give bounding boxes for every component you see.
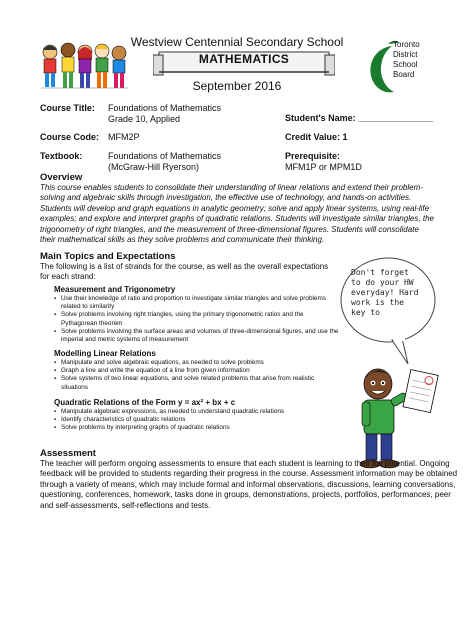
speech-bubble-text: Don't forget to do your HW everyday! Hard work is the key to <box>351 268 419 317</box>
credit-value: Credit Value: 1 <box>285 132 348 142</box>
strand-title: Quadratic Relations of the Form y = ax² + bx + c <box>54 398 236 407</box>
list-item: ▪ Solve systems of two linear equations, and solve related problems that arise from realistic situations <box>54 375 339 391</box>
strand-expectations <box>54 295 339 344</box>
date: September 2016 <box>192 79 282 93</box>
course-title-value: Foundations of Mathematics Grade 10, Applied <box>108 103 222 124</box>
prerequisite-label: Prerequisite: <box>285 151 341 161</box>
topics-heading: Main Topics and Expectations <box>40 251 176 262</box>
list-item: ▪ Manipulate and solve algebraic equations, as needed to solve problems <box>54 359 339 367</box>
strand-quadratic-relations <box>54 398 339 433</box>
assessment-text: The teacher will perform ongoing assessments to ensure that each student is learning to their full potential. Ongoing feedback will be provided to students regarding their progress in the course. Assessment information may be obtained through a variety of means, which may include formal and informal observations, discussions, learning conversations, questioning, conferences, homework, tasks done in groups, demonstrations, projects, portfolios, performances, peer and self-assessments, self-reflections and tests. <box>40 459 458 510</box>
course-title-label: Course Title: <box>40 103 95 113</box>
list-item: ▪ Solve problems by interpreting graphs of quadratic relations <box>54 424 339 432</box>
strand-title: Modelling Linear Relations <box>54 349 156 358</box>
boy-with-paper-icon <box>348 364 444 472</box>
textbook-value: Foundations of Mathematics (McGraw-Hill Ryerson) <box>108 151 222 172</box>
strand-expectations <box>54 359 339 392</box>
list-item: ▪ Identify characteristics of quadratic relations <box>54 416 339 424</box>
strand-modelling-linear-relations <box>54 349 339 392</box>
overview-heading: Overview <box>40 172 83 183</box>
board-name: Toronto District School Board <box>393 40 420 79</box>
textbook-label: Textbook: <box>40 151 83 161</box>
school-name: Westview Centennial Secondary School <box>130 35 344 49</box>
topics-intro: The following is a list of strands for the course, as well as the overall expectations for each strand: <box>40 262 329 282</box>
overview-text: This course enables students to consolidate their understanding of linear relations and extend their problem-solving and algebraic skills through investigation, the effective use of technology, and hands-on activities. Students will develop and graph equations in analytic geometry; solve and apply linear systems, using real-life examples; and explore and interpret graphs of quadratic relations. Students will investigate similar triangles, the trigonometry of right triangles, and the measurement of three-dimensional figures. Students will consolidate their mathematical skills as they solve problems and communicate their thinking. <box>40 183 434 245</box>
student-name-label: Student's Name: _______________ <box>285 113 434 123</box>
list-item: ▪ Solve problems involving the surface areas and volumes of three-dimensional figures, and use the imperial and metric systems of measurement <box>54 328 339 344</box>
list-item: ▪ Manipulate algebraic expressions, as needed to understand quadratic relations <box>54 408 339 416</box>
list-item: ▪ Use their knowledge of ratio and proportion to investigate similar triangles and solve problems related to similarity <box>54 295 339 311</box>
prerequisite-value: MFM1P or MPM1D <box>285 162 362 172</box>
subject-banner: MATHEMATICS <box>198 52 290 66</box>
strand-measurement-trigonometry <box>54 285 339 344</box>
course-code-label: Course Code: <box>40 132 100 142</box>
list-item: ▪ Solve problems involving right triangles, using the primary trigonometric ratios and the Pythagorean theorem <box>54 311 339 327</box>
strand-title: Measurement and Trigonometry <box>54 285 176 294</box>
strand-expectations <box>54 408 339 433</box>
list-item: ▪ Graph a line and write the equation of a line from given information <box>54 367 339 375</box>
assessment-heading: Assessment <box>40 448 96 459</box>
course-code-value: MFM2P <box>108 132 140 142</box>
